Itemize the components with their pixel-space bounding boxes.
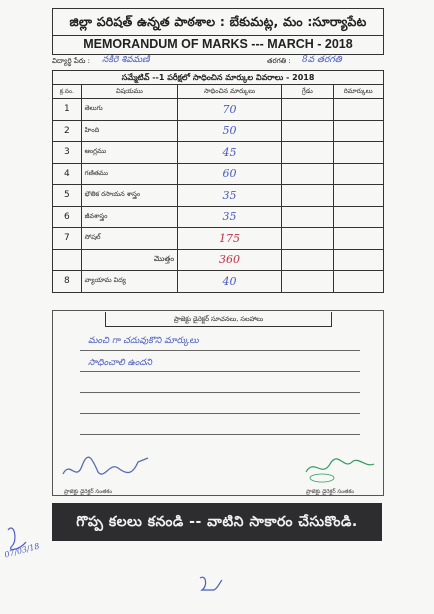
total-marks: 360 — [219, 253, 241, 267]
row-serial: 6 — [53, 206, 82, 228]
side-date: 07/03/18 — [3, 541, 41, 560]
table-row — [53, 120, 384, 142]
right-signature-scribble — [300, 452, 378, 486]
remarks-rule — [80, 434, 360, 435]
table-row — [53, 99, 384, 121]
header-marks: సాధించిన మార్కులు — [178, 85, 282, 99]
row-serial — [53, 249, 82, 271]
row-grade — [282, 120, 334, 142]
row-marks: 45 — [222, 145, 237, 159]
remarks-heading: ప్రాజెక్టు డైరెక్టర్ సూచనలు, సలహాలు — [105, 312, 332, 327]
right-signature-label: ప్రాజెక్టు డైరెక్టర్ సంతకం — [306, 489, 355, 495]
remarks-rule — [80, 350, 360, 351]
bottom-initial-scribble — [196, 572, 226, 598]
class-label: తరగతి : — [267, 57, 291, 65]
table-row — [53, 142, 384, 164]
row-remarks — [333, 185, 383, 207]
row-subject: జీవశాస్త్రం — [81, 206, 177, 228]
row-grade — [282, 249, 334, 271]
row-marks: 40 — [222, 274, 237, 288]
student-name-value: నకిరె శివమణి — [102, 55, 150, 65]
row-serial: 4 — [53, 163, 82, 185]
table-header-row — [53, 85, 384, 99]
remarks-rule — [80, 413, 360, 414]
row-grade — [282, 185, 334, 207]
row-serial: 2 — [53, 120, 82, 142]
row-subject-total: మొత్తం — [81, 249, 177, 271]
table-row — [53, 228, 384, 250]
header-remarks: రిమార్కులు — [333, 85, 383, 99]
row-grade — [282, 163, 334, 185]
row-serial: 1 — [53, 99, 82, 121]
row-subject: ఆంగ్లము — [81, 142, 177, 164]
row-marks: 50 — [222, 124, 237, 138]
remarks-rule — [80, 392, 360, 393]
row-marks: 70 — [222, 102, 237, 116]
row-marks: 175 — [219, 231, 241, 245]
row-subject: వ్యాయామ విద్య — [81, 271, 177, 293]
table-row — [53, 163, 384, 185]
class-value: 8వ తరగతి — [302, 55, 342, 65]
table-row — [53, 206, 384, 228]
marks-table — [52, 84, 384, 293]
exam-title: సమ్మేటివ్ --1 పరీక్షలో సాధించిన మార్కుల వివరాలు - 2018 — [52, 70, 384, 85]
table-row — [53, 185, 384, 207]
remarks-line-1: మంచి గా చదువుకొని మార్కులు — [88, 336, 199, 346]
row-marks: 35 — [222, 210, 237, 224]
left-signature-scribble — [58, 452, 158, 486]
row-marks: 60 — [222, 167, 237, 181]
memo-title: MEMORANDUM OF MARKS --- MARCH - 2018 — [52, 34, 384, 55]
remarks-rule — [80, 371, 360, 372]
row-serial: 3 — [53, 142, 82, 164]
row-grade — [282, 228, 334, 250]
row-serial: 8 — [53, 271, 82, 293]
row-grade — [282, 206, 334, 228]
table-row-total — [53, 249, 384, 271]
row-remarks — [333, 142, 383, 164]
table-row — [53, 271, 384, 293]
row-serial: 5 — [53, 185, 82, 207]
school-header: జిల్లా పరిషత్ ఉన్నత పాఠశాల : బేకుమట్ల, మం :సూర్యాపేట — [52, 8, 384, 36]
row-subject: భౌతిక రసాయన శాస్త్రం — [81, 185, 177, 207]
header-serial: క్ర.సం. — [53, 85, 82, 99]
row-grade — [282, 99, 334, 121]
student-info-row — [52, 55, 382, 69]
row-subject: గణితము — [81, 163, 177, 185]
row-remarks — [333, 163, 383, 185]
motto-banner: గొప్ప కలలు కనండి -- వాటిని సాకారం చేసుకొండి. — [52, 503, 382, 541]
row-grade — [282, 142, 334, 164]
row-remarks — [333, 249, 383, 271]
row-grade — [282, 271, 334, 293]
row-remarks — [333, 228, 383, 250]
remarks-line-2: సాధించాలి ఉందని — [88, 358, 152, 368]
student-name-label: విద్యార్థి పేరు : — [52, 57, 90, 65]
row-remarks — [333, 99, 383, 121]
side-initials-note — [2, 520, 46, 568]
row-subject: సోషల్ — [81, 228, 177, 250]
row-remarks — [333, 120, 383, 142]
row-remarks — [333, 271, 383, 293]
row-remarks — [333, 206, 383, 228]
row-marks: 35 — [222, 188, 237, 202]
header-subject: విషయము — [81, 85, 177, 99]
left-signature-label: ప్రాజెక్టు డైరెక్టర్ సంతకం — [64, 489, 113, 495]
row-subject: హింది — [81, 120, 177, 142]
header-grade: గ్రేడు — [282, 85, 334, 99]
row-serial: 7 — [53, 228, 82, 250]
row-subject: తెలుగు — [81, 99, 177, 121]
